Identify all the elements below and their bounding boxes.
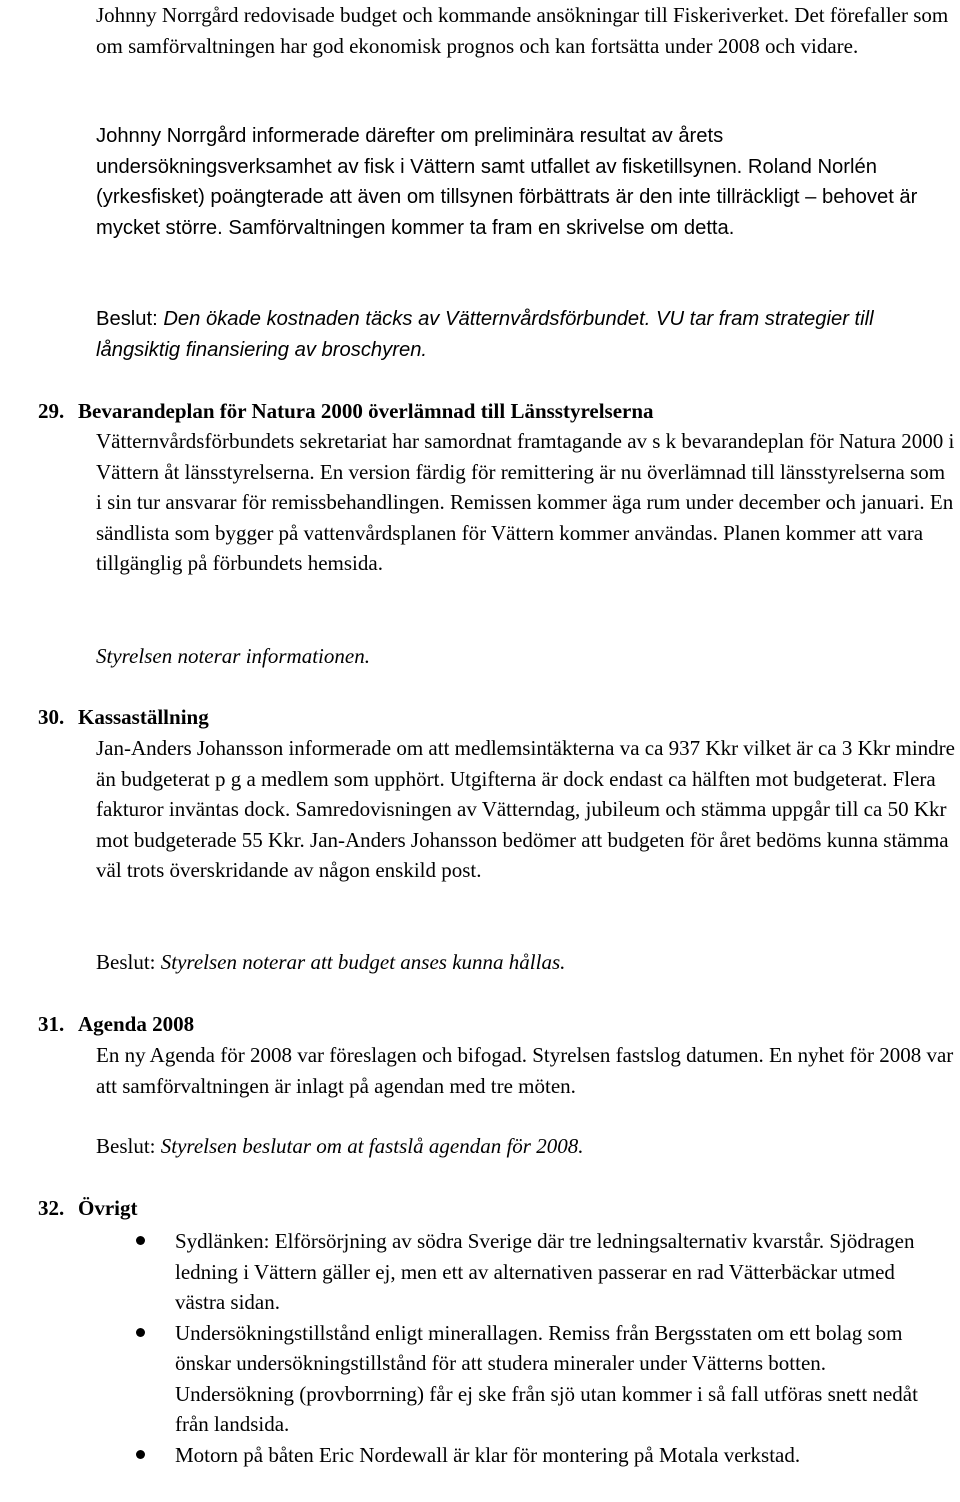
section-31-body: En ny Agenda för 2008 var föreslagen och bifogad. Styrelsen fastslog datumen. En nyhet för 2008 var att samförvaltningen är inlagt på agendan med tre möten. (96, 1043, 954, 1098)
section-30-body: Jan-Anders Johansson informerade om att medlemsintäkterna va ca 937 Kkr vilket är ca 3 Kkr mindre än budgeterat p g a medlem som upphört. Utgifterna är dock endast ca hälften mot budgeterat. Flera fakturor inväntas dock. Samredovisningen av Vätterndag, jubileum och stämma uppgår till ca 50 Kkr mot budgeterade 55 Kkr. Jan-Anders Johansson bedömer att budgeten för året bedöms kunna stämma väl trots överskridande av någon enskild post. (96, 736, 955, 882)
intro-paragraph-survey: Johnny Norrgård informerade därefter om preliminära resultat av årets undersökningsverksamhet av fisk i Vättern samt utfallet av fisketillsynen. Roland Norlén (yrkesfisket) poängterade att även om tillsynen förbättrats är den inte tillräckligt – behovet är mycket större. Samförvaltningen kommer ta fram en skrivelse om detta. (96, 125, 918, 239)
bullet-icon (136, 1328, 145, 1337)
decision-text: Styrelsen beslutar om at fastslå agendan för 2008. (155, 1134, 584, 1158)
intro-paragraph-budget: Johnny Norrgård redovisade budget och kommande ansökningar till Fiskeriverket. Det förefaller som om samförvaltningen har god ekonomisk prognos och kan fortsätta under 2008 och vidare. (96, 3, 949, 58)
decision-text: Styrelsen noterar att budget anses kunna hållas. (155, 950, 566, 974)
section-title: Övrigt (78, 1196, 138, 1220)
list-item-text: Sydlänken: Elförsörjning av södra Sverige där tre ledningsalternativ kvarstår. Sjödragen ledning i Vättern gäller ej, men ett av alternativen passerar en rad Vätterbäckar utmed västra sidan. (175, 1229, 915, 1314)
list-item-text: Undersökningstillstånd enligt minerallagen. Remiss från Bergsstaten om ett bolag som önskar undersökningstillstånd för att studera mineraler under Vätterns botten. Undersökning (provborrning) får ej ske från sjö utan kommer i så fall utföras snett nedåt från landsida. (175, 1320, 918, 1436)
section-title: Bevarandeplan för Natura 2000 överlämnad till Länsstyrelserna (78, 399, 654, 423)
section-29-decision: Styrelsen noterar informationen. (96, 644, 370, 668)
section-number: 30. (38, 705, 65, 729)
decision-label: Beslut: (96, 1134, 156, 1158)
bullet-icon (136, 1236, 145, 1245)
section-32-bullet-list (96, 1226, 926, 1470)
section-29-heading (38, 396, 654, 427)
list-item (96, 1318, 926, 1440)
list-item (96, 1226, 926, 1318)
section-number: 31. (38, 1012, 65, 1036)
list-item (96, 1440, 926, 1471)
decision-label: Beslut: (96, 308, 158, 330)
decision-text: Den ökade kostnaden täcks av Vätternvårdsförbundet. VU tar fram strategier till långsiktig finansiering av broschyren. (96, 308, 874, 361)
section-31-decision (96, 1131, 956, 1162)
section-title: Kassaställning (78, 705, 209, 729)
section-29-body: Vätternvårdsförbundets sekretariat har samordnat framtagande av s k bevarandeplan för Natura 2000 i Vättern åt länsstyrelserna. En version färdig för remittering är nu överlämnad till länsstyrelserna som i sin tur ansvarar för remissbehandlingen. Remissen kommer äga rum under december och januari. En sändlista som bygger på vattenvårdsplanen för Vättern kommer användas. Planen kommer att vara tillgänglig på förbundets hemsida. (96, 429, 955, 575)
bullet-icon (136, 1450, 145, 1459)
section-31-heading (38, 1009, 194, 1040)
section-number: 32. (38, 1196, 65, 1220)
list-item-text: Motorn på båten Eric Nordewall är klar för montering på Motala verkstad. (175, 1442, 801, 1467)
section-number: 29. (38, 399, 65, 423)
decision-label: Beslut: (96, 950, 156, 974)
section-30-decision (96, 947, 956, 978)
intro-decision (96, 304, 956, 365)
section-30-heading (38, 702, 209, 733)
section-32-heading (38, 1193, 137, 1224)
section-title: Agenda 2008 (78, 1012, 195, 1036)
